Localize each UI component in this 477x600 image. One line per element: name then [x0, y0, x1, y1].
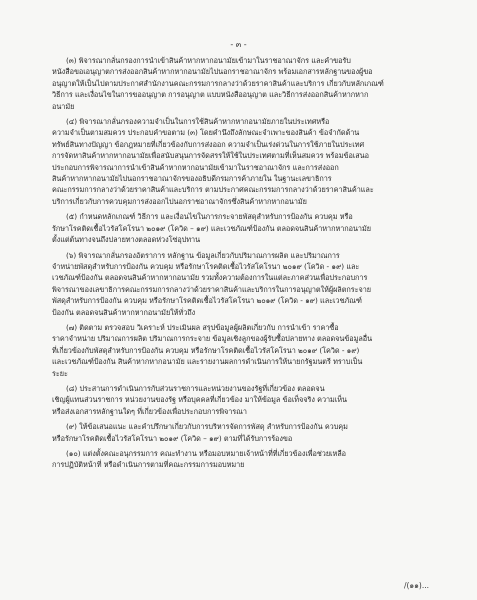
text-line: วิธีการ และเงื่อนไขในการขออนุญาต การอนุญาต แบบหนังสืออนุญาต และวิธีการส่งออกสินค้าหากหาก [52, 90, 369, 100]
text-line: หนังสือขอเอนุญาตการส่งออกสินค้าหากหากอนามัยไปนอกราชอาณาจักร พร้อมเอกสารหลักฐานของผู้ขอ [52, 67, 373, 77]
text-line: (๔) พิจารณากลั่นกรองความจำเป็นในการใช้สินค้าหากหากอนามัยภายในประเทศหรือ [66, 117, 330, 127]
document-body [52, 55, 434, 475]
text-line: ป้องกัน ตลอดจนสินค้าหากหากอนามัยให้ทั่วถึง [52, 307, 196, 317]
text-line: ตั้งแต่ต้นทางจนถึงปลายทางตลอดห่วงโซ่อุปทาน [52, 235, 201, 245]
text-line: สินค้าหากหากอนามัยไปนอกราชอาณาจักรของอธิบดีกรมการค้าภายใน ในฐานะเลขาธิการ [52, 174, 332, 184]
text-line: รักษาโรคติดเชื้อไวรัสโคโรนา ๒๐๑๙ (โควิด – ๑๙) และเวชภัณฑ์ป้องกัน ตลอดจนสินค้าหากหากอนามัย [52, 223, 371, 233]
text-line: ที่เกี่ยวข้องกับพัสดุสำหรับการป้องกัน ควบคุม หรือรักษาโรคติดเชื้อไวรัสโคโรนา ๒๐๑๙ (โควิด - ๑๙) [52, 345, 360, 355]
text-line: หรือส่งเอกสารหลักฐานใดๆ ที่เกี่ยวข้องเพื่อประกอบการพิจารณา [52, 406, 247, 416]
text-line: (๖) พิจารณากลั่นกรองอัตราการ หลักฐาน ข้อมูลเกี่ยวกับปริมาณการผลิต และปริมาณการ [66, 250, 340, 260]
text-line: หรือรักษาโรคติดเชื้อไวรัสโคโรนา ๒๐๑๙ (โควิด – ๑๙) ตามที่ได้รับการร้องขอ [52, 433, 293, 443]
text-line: (๑๐) แต่งตั้งคณะอนุกรรมการ คณะทำงาน หรือมอบหมายเจ้าหน้าที่ที่เกี่ยวข้องเพื่อช่วยเหลือ [66, 449, 347, 458]
paragraph [52, 322, 434, 379]
text-line: (๓) พิจารณากลั่นกรองการนำเข้าสินค้าหากหากอนามัยเข้ามาในราชอาณาจักร และคำขอรับ [66, 56, 351, 65]
text-line: คณะกรรมการกลางว่าด้วยราคาสินค้าและบริการ ตามประกาศคณะกรรมการกลางว่าด้วยราคาสินค้าและ [52, 185, 374, 195]
text-line: บริการเกี่ยวกับการควบคุมการส่งออกไปนอกราชอาณาจักรซึ่งสินค้าหากหากอนามัย [52, 196, 307, 206]
paragraph [52, 211, 434, 245]
text-line: ประกอบการพิจารณาการนำเข้าสินค้าหากหากอนามัยเข้ามาในราชอาณาจักร และการส่งออก [52, 162, 339, 172]
text-line: การปฏิบัติหน้าที่ หรือดำเนินการตามที่คณะกรรมการมอบหมาย [52, 460, 245, 470]
text-line: (๕) กำหนดหลักเกณฑ์ วิธีการ และเงื่อนไขในการกระจายพัสดุสำหรับการป้องกัน ควบคุม หรือ [66, 212, 353, 222]
text-line: อนามัย [52, 101, 75, 111]
text-line: (๘) ประสานการดำเนินการกับส่วนราชการและหน่วยงานของรัฐที่เกี่ยวข้อง ตลอดจน [66, 383, 325, 393]
page-number: - ๓ - [230, 40, 247, 49]
text-line: ความจำเป็นตามสมควร ประกอบคำขอตาม (๓) โดยคำนึงถึงลักษณะจำเพาะของสินค้า ข้อจำกัดด้าน [52, 128, 360, 138]
text-line: เวชภัณฑ์ป้องกัน ตลอดจนสินค้าหากหากอนามัย รวมทั้งความต้องการในแต่ละภาคส่วนเพื่อประกอบการ [52, 273, 368, 283]
text-line: ราคาจำหน่าย ปริมาณการผลิต ปริมาณการกระจาย ข้อมูลเชิงลูกของผู้รับซื้อปลายทาง ตลอดจนข้อมูลอื่น [52, 334, 373, 344]
text-line: และเวชภัณฑ์ป้องกัน สินค้าหากหากอนามัย และรายงานผลการดำเนินการให้นายกรัฐมนตรี ทราบเป็น [52, 357, 363, 367]
text-line: อนุญาตให้เป็นไปตามประกาศสำนักงานคณะกรรมการกลางว่าด้วยราคาสินค้าและบริการ เกี่ยวกับหลักเกณฑ์ [52, 78, 384, 88]
paragraph [52, 250, 434, 318]
text-line: การจัดหาสินค้าหากหากอนามัยเพื่อสนับสนุนการจัดสรรให้ใช้ในประเทศตามที่เห็นสมควร พร้อมข้อเสนอ [52, 151, 369, 161]
text-line: (๙) ให้ข้อเสนอแนะ และคำปรึกษาเกี่ยวกับการบริหารจัดการพัสดุ สำหรับการป้องกัน ควบคุม [66, 422, 348, 432]
text-line: พัสดุสำหรับการป้องกัน ควบคุม หรือรักษาโรคติดเชื้อไวรัสโคโรนา ๒๐๑๙ (โควิด - ๑๙) และเวชภัณฑ์ [52, 296, 362, 306]
text-line: ระยะ [52, 368, 68, 378]
text-line: (๗) ติดตาม ตรวจสอบ วิเคราะห์ ประเมินผล สรุปข้อมูลผู้ผลิตเกี่ยวกับ การนำเข้า ราคาซื้อ [66, 322, 339, 332]
text-line: พิจารณาของเลขาธิการคณะกรรมการกลางว่าด้วยราคาสินค้าและบริการในการอนุญาตให้ผู้ผลิตกระจาย [52, 284, 372, 294]
continuation-marker: /(๑๑)... [403, 581, 429, 590]
text-line: เชิญผู้แทนส่วนราชการ หน่วยงานของรัฐ หรือบุคคลที่เกี่ยวข้อง มาให้ข้อมูล ข้อเท็จจริง ความเห็น [52, 395, 347, 405]
text-line: ทรัพย์สินทางปัญญา ข้อกฎหมายที่เกี่ยวข้องกับการส่งออก ความจำเป็นเร่งด่วนในการใช้ภายในประเทศ [52, 139, 365, 149]
paragraph [52, 55, 434, 112]
paragraph [52, 448, 434, 471]
paragraph [52, 421, 434, 444]
paragraph [52, 383, 434, 417]
text-line: จำหน่ายพัสดุสำหรับการป้องกัน ควบคุม หรือรักษาโรคติดเชื้อไวรัสโคโรนา ๒๐๑๙ (โควิด - ๑๙) และ [52, 261, 360, 271]
paragraph [52, 116, 434, 207]
